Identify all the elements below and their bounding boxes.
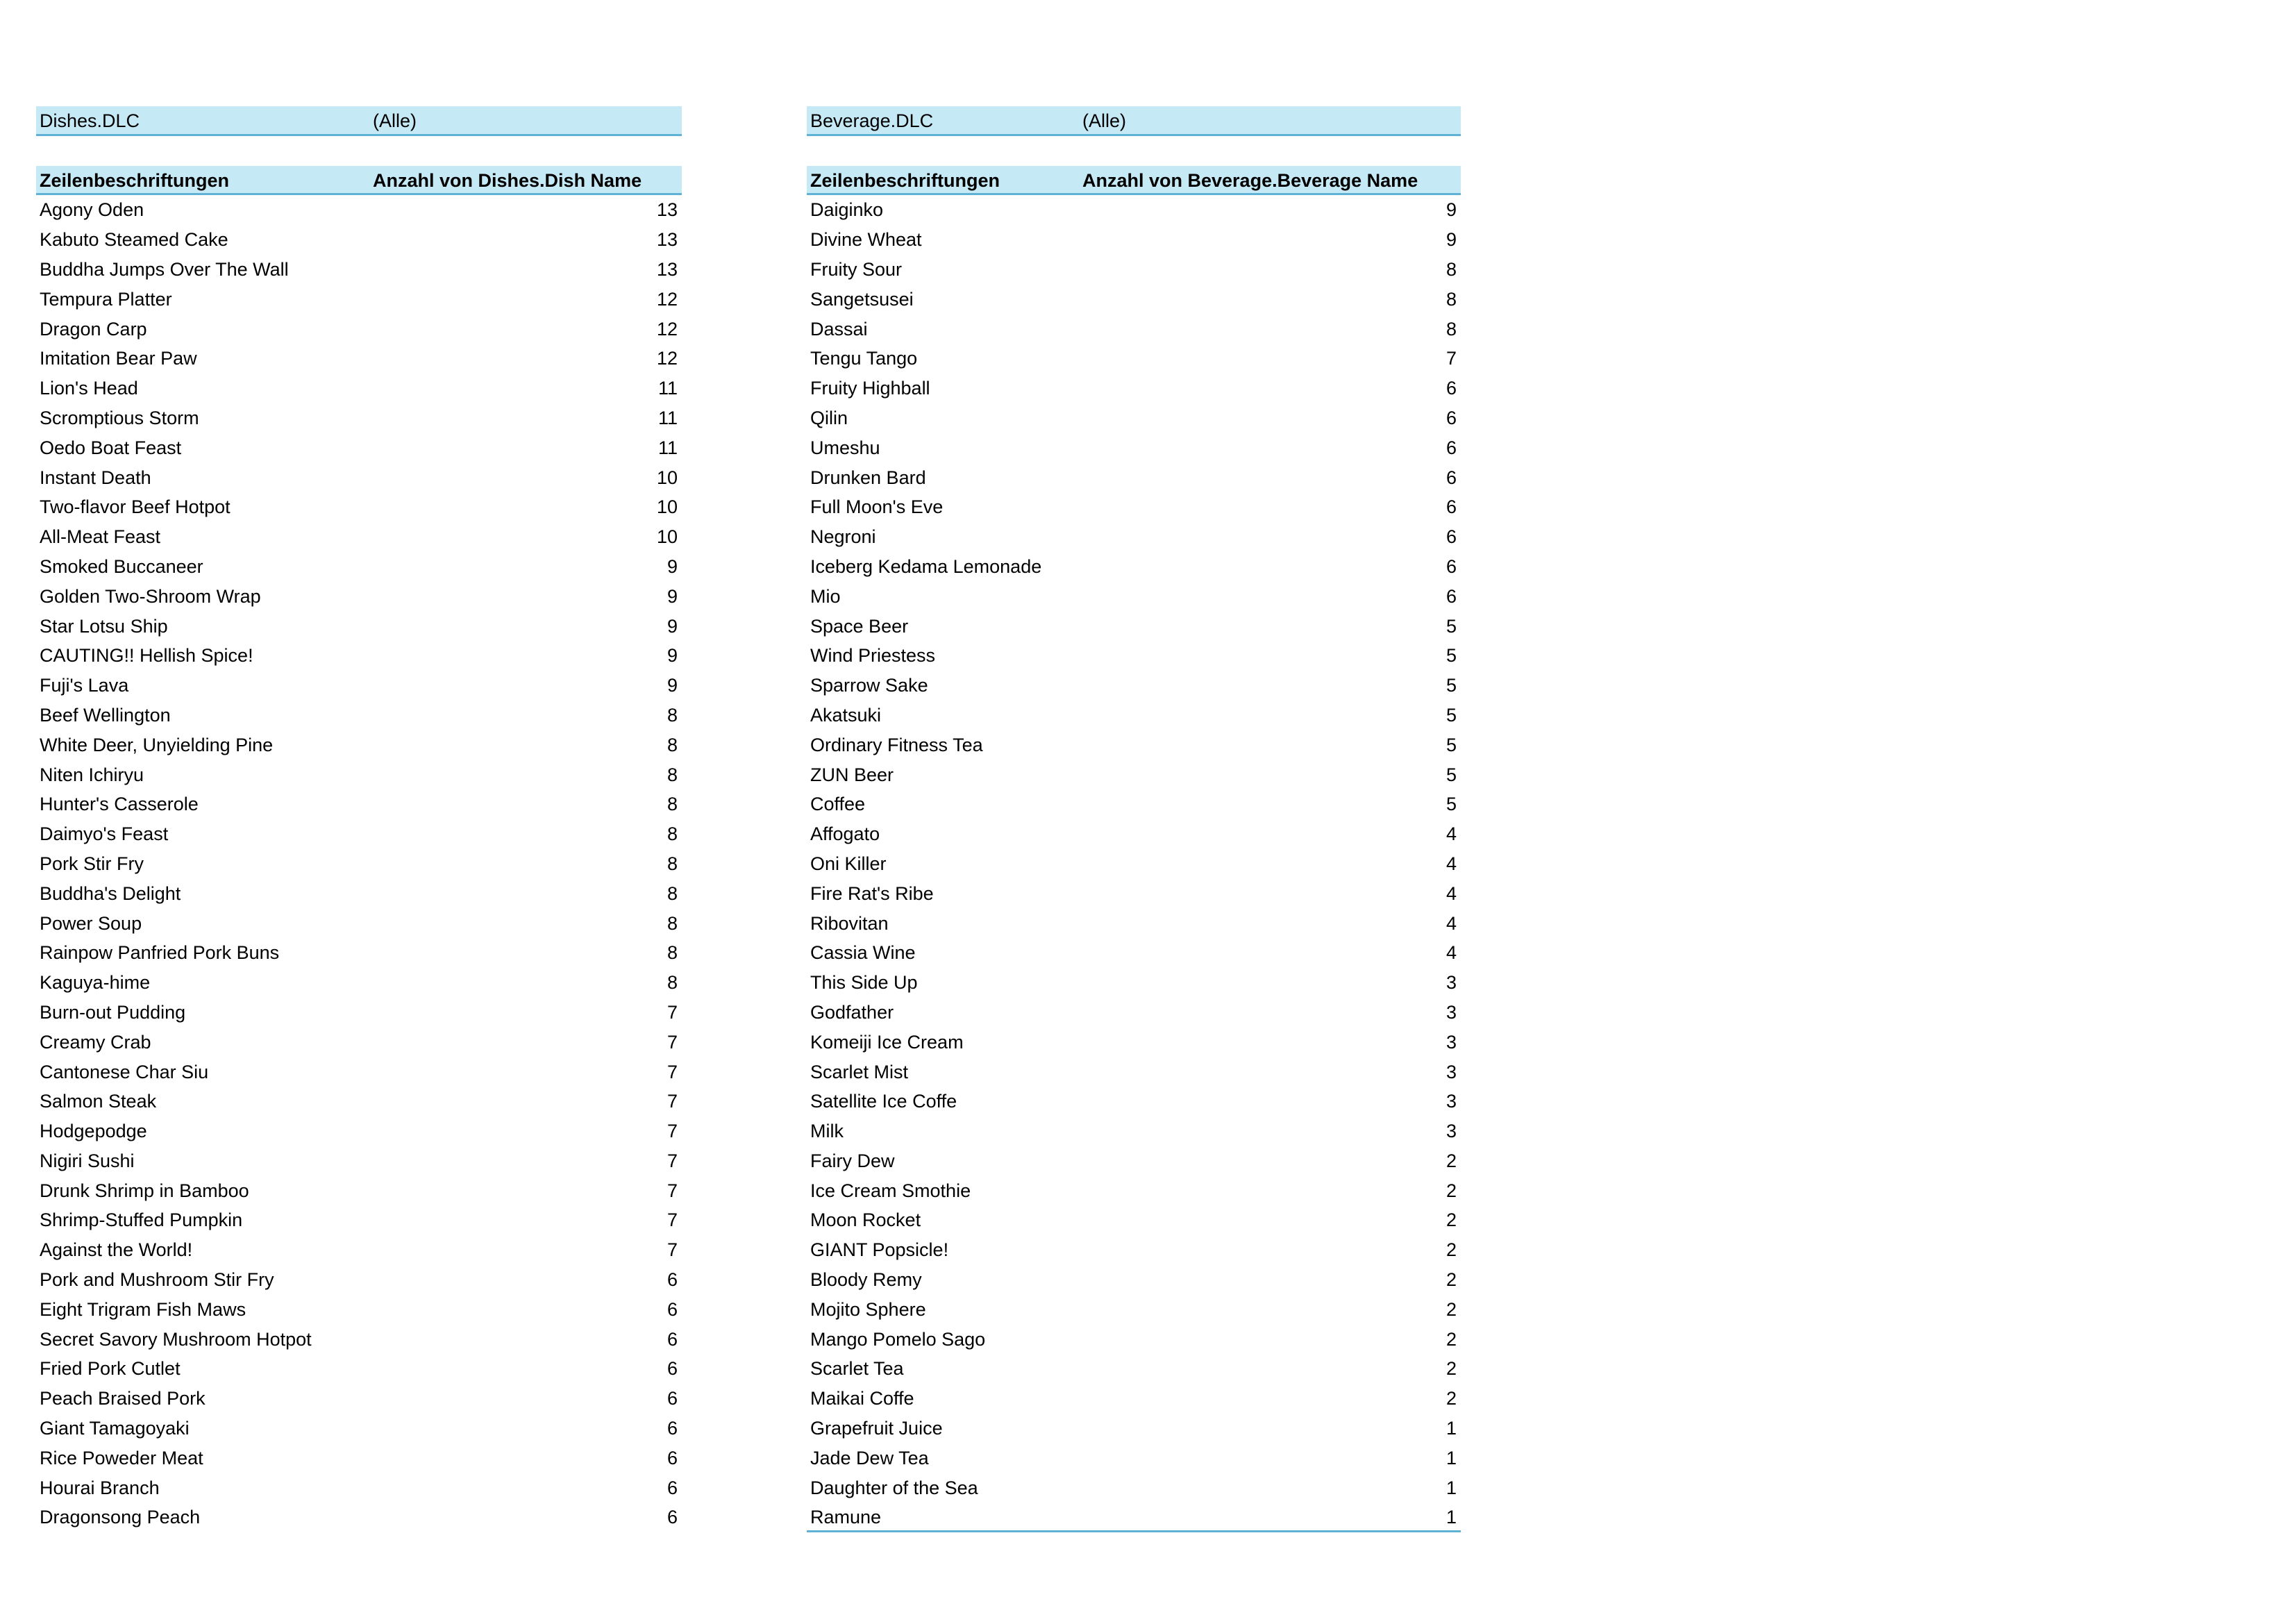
row-count: 10 [656, 496, 678, 518]
table-row[interactable] [36, 195, 682, 225]
row-count: 11 [657, 437, 678, 458]
row-count: 7 [667, 1150, 678, 1171]
row-count: 2 [1446, 1298, 1457, 1320]
table-row[interactable] [807, 285, 1461, 315]
row-label: Shrimp-Stuffed Pumpkin [40, 1209, 243, 1231]
dishes-filter-label: Dishes.DLC [40, 110, 140, 131]
table-row[interactable] [36, 522, 682, 552]
row-label: Against the World! [40, 1239, 193, 1261]
beverages-row-labels-header[interactable]: Zeilenbeschriftungen [810, 169, 1000, 191]
table-row[interactable] [36, 1028, 682, 1057]
table-row[interactable] [807, 1325, 1461, 1355]
table-row[interactable] [807, 1087, 1461, 1116]
row-count: 8 [667, 853, 678, 874]
row-count: 6 [1446, 378, 1457, 399]
row-label: Buddha Jumps Over The Wall [40, 258, 289, 280]
table-row[interactable] [36, 1087, 682, 1116]
table-row[interactable] [36, 225, 682, 255]
row-label: Drunken Bard [810, 467, 926, 488]
row-count: 6 [667, 1418, 678, 1439]
row-label: White Deer, Unyielding Pine [40, 734, 274, 755]
table-row[interactable] [807, 998, 1461, 1028]
row-count: 6 [1446, 467, 1457, 488]
row-count: 1 [1446, 1507, 1457, 1528]
table-row[interactable] [807, 1473, 1461, 1503]
row-label: Agony Oden [40, 199, 144, 221]
row-count: 8 [667, 882, 678, 904]
row-label: Bloody Remy [810, 1269, 922, 1291]
table-row[interactable] [36, 730, 682, 760]
row-count: 5 [1446, 615, 1457, 637]
table-row[interactable] [807, 1057, 1461, 1087]
row-label: Ice Cream Smothie [810, 1180, 971, 1201]
row-count: 11 [657, 407, 678, 428]
row-label: Pork and Mushroom Stir Fry [40, 1269, 274, 1291]
row-label: Burn-out Pudding [40, 1001, 186, 1023]
row-count: 9 [1446, 229, 1457, 251]
table-row[interactable] [807, 433, 1461, 463]
row-count: 8 [1446, 258, 1457, 280]
row-label: Ramune [810, 1507, 882, 1528]
row-count: 9 [667, 585, 678, 607]
row-label: Fuji's Lava [40, 675, 129, 696]
table-row[interactable] [36, 374, 682, 403]
row-count: 7 [667, 1239, 678, 1261]
row-count: 6 [1446, 555, 1457, 577]
table-row[interactable] [36, 285, 682, 315]
row-count: 1 [1446, 1418, 1457, 1439]
table-row[interactable] [807, 1116, 1461, 1146]
table-row[interactable] [807, 582, 1461, 612]
row-label: Qilin [810, 407, 848, 428]
beverages-count-header: Anzahl von Beverage.Beverage Name [1082, 169, 1418, 191]
dishes-pivot-table [36, 106, 682, 1532]
table-row[interactable] [807, 819, 1461, 849]
row-label: Golden Two-Shroom Wrap [40, 585, 261, 607]
table-row[interactable] [36, 344, 682, 374]
beverages-pivot-table [807, 106, 1461, 1532]
row-label: Umeshu [810, 437, 880, 458]
table-row[interactable] [36, 1265, 682, 1295]
table-row[interactable] [807, 968, 1461, 998]
row-count: 4 [1446, 853, 1457, 874]
table-row[interactable] [36, 1295, 682, 1325]
row-label: Coffee [810, 794, 866, 815]
row-label: Secret Savory Mushroom Hotpot [40, 1328, 312, 1350]
table-row[interactable] [36, 1176, 682, 1206]
table-row[interactable] [36, 1325, 682, 1355]
row-label: Negroni [810, 526, 876, 548]
row-label: Affogato [810, 823, 880, 845]
row-label: Dragon Carp [40, 318, 147, 340]
row-count: 7 [667, 1091, 678, 1112]
table-row[interactable] [807, 1028, 1461, 1057]
table-row[interactable] [807, 730, 1461, 760]
table-row[interactable] [36, 998, 682, 1028]
table-row[interactable] [36, 789, 682, 819]
row-count: 3 [1446, 1091, 1457, 1112]
row-label: Instant Death [40, 467, 151, 488]
row-label: Komeiji Ice Cream [810, 1031, 964, 1053]
row-count: 7 [667, 1209, 678, 1231]
table-row[interactable] [36, 968, 682, 998]
row-label: Beef Wellington [40, 704, 171, 726]
row-label: Fruity Sour [810, 258, 903, 280]
row-label: Satellite Ice Coffe [810, 1091, 957, 1112]
table-row[interactable] [36, 760, 682, 790]
row-count: 5 [1446, 704, 1457, 726]
table-row[interactable] [807, 1146, 1461, 1176]
row-count: 13 [656, 229, 678, 251]
beverages-table-body [807, 195, 1461, 1532]
row-count: 9 [667, 555, 678, 577]
row-count: 4 [1446, 912, 1457, 934]
table-row[interactable] [807, 1176, 1461, 1206]
row-count: 3 [1446, 1001, 1457, 1023]
row-count: 8 [667, 704, 678, 726]
table-row[interactable] [36, 1443, 682, 1473]
row-count: 6 [667, 1507, 678, 1528]
row-count: 7 [667, 1061, 678, 1082]
table-row[interactable] [807, 255, 1461, 285]
table-row[interactable] [36, 641, 682, 671]
row-count: 6 [667, 1269, 678, 1291]
table-row[interactable] [807, 1205, 1461, 1235]
table-row[interactable] [807, 552, 1461, 582]
row-count: 8 [667, 734, 678, 755]
table-row[interactable] [807, 909, 1461, 939]
row-label: Niten Ichiryu [40, 764, 144, 785]
row-count: 2 [1446, 1388, 1457, 1409]
row-count: 8 [667, 942, 678, 964]
row-count: 5 [1446, 645, 1457, 667]
table-row[interactable] [807, 938, 1461, 968]
row-count: 11 [657, 378, 678, 399]
row-label: Ordinary Fitness Tea [810, 734, 983, 755]
row-label: Kabuto Steamed Cake [40, 229, 228, 251]
row-count: 8 [667, 764, 678, 785]
table-row[interactable] [36, 1057, 682, 1087]
beverages-filter-label: Beverage.DLC [810, 110, 934, 131]
row-label: Scarlet Mist [810, 1061, 909, 1082]
table-row[interactable] [36, 1205, 682, 1235]
row-count: 4 [1446, 942, 1457, 964]
table-row[interactable] [807, 195, 1461, 225]
row-label: Daughter of the Sea [810, 1477, 978, 1498]
row-label: Salmon Steak [40, 1091, 157, 1112]
row-count: 6 [667, 1358, 678, 1380]
row-count: 5 [1446, 734, 1457, 755]
table-row[interactable] [36, 1502, 682, 1532]
table-row[interactable] [36, 1146, 682, 1176]
row-count: 3 [1446, 1121, 1457, 1142]
row-label: Mango Pomelo Sago [810, 1328, 986, 1350]
table-row[interactable] [807, 1414, 1461, 1443]
beverages-filter-row[interactable] [807, 106, 1461, 136]
table-row[interactable] [36, 403, 682, 433]
row-label: Ribovitan [810, 912, 889, 934]
row-count: 6 [667, 1447, 678, 1468]
row-label: Fire Rat's Ribe [810, 882, 934, 904]
row-count: 6 [667, 1477, 678, 1498]
table-row[interactable] [807, 344, 1461, 374]
row-count: 6 [667, 1388, 678, 1409]
row-label: Full Moon's Eve [810, 496, 944, 518]
row-label: Milk [810, 1121, 844, 1142]
row-label: Mojito Sphere [810, 1298, 926, 1320]
table-row[interactable] [36, 315, 682, 344]
row-count: 2 [1446, 1358, 1457, 1380]
row-label: Rice Poweder Meat [40, 1447, 203, 1468]
row-count: 2 [1446, 1209, 1457, 1231]
row-label: Buddha's Delight [40, 882, 181, 904]
row-count: 9 [667, 615, 678, 637]
row-count: 2 [1446, 1328, 1457, 1350]
table-row[interactable] [807, 374, 1461, 403]
table-row[interactable] [807, 1502, 1461, 1532]
row-count: 13 [656, 199, 678, 221]
row-label: Fruity Highball [810, 378, 930, 399]
row-label: Imitation Bear Paw [40, 348, 197, 369]
row-count: 8 [667, 912, 678, 934]
table-row[interactable] [807, 760, 1461, 790]
dishes-table-body [36, 195, 682, 1532]
spacer-row [36, 136, 682, 166]
row-count: 2 [1446, 1180, 1457, 1201]
row-label: Peach Braised Pork [40, 1388, 206, 1409]
table-row[interactable] [36, 582, 682, 612]
row-label: CAUTING!! Hellish Spice! [40, 645, 253, 667]
table-row[interactable] [807, 463, 1461, 493]
row-label: Fried Pork Cutlet [40, 1358, 181, 1380]
table-row[interactable] [36, 1473, 682, 1503]
row-count: 8 [667, 972, 678, 994]
table-row[interactable] [36, 849, 682, 879]
table-row[interactable] [36, 612, 682, 642]
row-count: 5 [1446, 764, 1457, 785]
table-row[interactable] [36, 1354, 682, 1384]
row-label: Jade Dew Tea [810, 1447, 929, 1468]
table-row[interactable] [36, 552, 682, 582]
spacer-row [807, 136, 1461, 166]
row-label: Scromptious Storm [40, 407, 199, 428]
table-row[interactable] [807, 671, 1461, 701]
dishes-filter-row[interactable] [36, 106, 682, 136]
row-label: Hunter's Casserole [40, 794, 199, 815]
row-label: Dragonsong Peach [40, 1507, 201, 1528]
row-count: 6 [667, 1298, 678, 1320]
beverages-header-row [807, 166, 1461, 196]
table-row[interactable] [36, 938, 682, 968]
table-row[interactable] [36, 879, 682, 909]
row-count: 6 [1446, 437, 1457, 458]
dishes-row-labels-header[interactable]: Zeilenbeschriftungen [40, 169, 230, 191]
row-label: Cassia Wine [810, 942, 916, 964]
row-label: Iceberg Kedama Lemonade [810, 555, 1042, 577]
table-row[interactable] [807, 1265, 1461, 1295]
row-count: 5 [1446, 794, 1457, 815]
row-label: Hodgepodge [40, 1121, 147, 1142]
beverages-filter-dropdown[interactable]: (Alle) [1082, 110, 1127, 131]
dishes-header-row [36, 166, 682, 196]
row-count: 6 [1446, 585, 1457, 607]
table-row[interactable] [807, 225, 1461, 255]
row-count: 6 [667, 1328, 678, 1350]
dishes-filter-dropdown[interactable]: (Alle) [373, 110, 417, 131]
row-label: Two-flavor Beef Hotpot [40, 496, 231, 518]
row-count: 7 [667, 1121, 678, 1142]
row-count: 7 [667, 1180, 678, 1201]
row-label: Oedo Boat Feast [40, 437, 182, 458]
row-count: 6 [1446, 496, 1457, 518]
row-label: Cantonese Char Siu [40, 1061, 209, 1082]
table-row[interactable] [36, 492, 682, 522]
table-row[interactable] [807, 849, 1461, 879]
row-label: Fairy Dew [810, 1150, 895, 1171]
row-count: 1 [1446, 1477, 1457, 1498]
row-label: Moon Rocket [810, 1209, 921, 1231]
row-label: Pork Stir Fry [40, 853, 144, 874]
row-label: Divine Wheat [810, 229, 922, 251]
table-row[interactable] [807, 1354, 1461, 1384]
table-row[interactable] [807, 1295, 1461, 1325]
row-label: Wind Priestess [810, 645, 936, 667]
table-row[interactable] [807, 1443, 1461, 1473]
row-label: Drunk Shrimp in Bamboo [40, 1180, 249, 1201]
row-label: Star Lotsu Ship [40, 615, 168, 637]
row-count: 3 [1446, 1031, 1457, 1053]
row-label: Tengu Tango [810, 348, 918, 369]
row-count: 8 [1446, 288, 1457, 310]
table-row[interactable] [36, 909, 682, 939]
row-label: Grapefruit Juice [810, 1418, 943, 1439]
table-row[interactable] [36, 1414, 682, 1443]
row-count: 12 [656, 288, 678, 310]
row-count: 9 [667, 675, 678, 696]
row-count: 10 [656, 526, 678, 548]
table-row[interactable] [807, 1235, 1461, 1265]
row-label: Smoked Buccaneer [40, 555, 203, 577]
dishes-count-header: Anzahl von Dishes.Dish Name [373, 169, 642, 191]
row-count: 2 [1446, 1239, 1457, 1261]
table-row[interactable] [36, 819, 682, 849]
table-row[interactable] [807, 315, 1461, 344]
row-count: 2 [1446, 1150, 1457, 1171]
row-count: 12 [656, 348, 678, 369]
row-label: This Side Up [810, 972, 918, 994]
row-count: 6 [1446, 526, 1457, 548]
table-row[interactable] [807, 612, 1461, 642]
row-count: 3 [1446, 972, 1457, 994]
row-label: Daiginko [810, 199, 884, 221]
row-label: Power Soup [40, 912, 142, 934]
row-label: Rainpow Panfried Pork Buns [40, 942, 280, 964]
row-label: Akatsuki [810, 704, 882, 726]
table-row[interactable] [36, 433, 682, 463]
row-label: Lion's Head [40, 378, 138, 399]
row-count: 8 [667, 823, 678, 845]
table-row[interactable] [36, 1116, 682, 1146]
row-label: Hourai Branch [40, 1477, 160, 1498]
row-count: 4 [1446, 823, 1457, 845]
row-count: 13 [656, 258, 678, 280]
row-label: Maikai Coffe [810, 1388, 914, 1409]
table-row[interactable] [36, 1235, 682, 1265]
row-count: 8 [667, 794, 678, 815]
row-count: 2 [1446, 1269, 1457, 1291]
table-row[interactable] [807, 789, 1461, 819]
row-label: Godfather [810, 1001, 894, 1023]
row-count: 9 [667, 645, 678, 667]
table-row[interactable] [36, 463, 682, 493]
row-count: 7 [667, 1001, 678, 1023]
table-row[interactable] [36, 701, 682, 730]
row-label: Oni Killer [810, 853, 887, 874]
row-label: Tempura Platter [40, 288, 172, 310]
table-row[interactable] [36, 671, 682, 701]
row-label: ZUN Beer [810, 764, 894, 785]
table-row[interactable] [807, 701, 1461, 730]
row-label: Mio [810, 585, 841, 607]
row-count: 9 [1446, 199, 1457, 221]
row-count: 3 [1446, 1061, 1457, 1082]
row-label: Nigiri Sushi [40, 1150, 135, 1171]
row-label: Creamy Crab [40, 1031, 151, 1053]
row-label: Giant Tamagoyaki [40, 1418, 190, 1439]
row-label: Sangetsusei [810, 288, 914, 310]
row-count: 4 [1446, 882, 1457, 904]
table-row[interactable] [807, 641, 1461, 671]
row-label: Dassai [810, 318, 868, 340]
table-row[interactable] [807, 522, 1461, 552]
row-count: 8 [1446, 318, 1457, 340]
row-label: Kaguya-hime [40, 972, 151, 994]
row-count: 1 [1446, 1447, 1457, 1468]
row-count: 10 [656, 467, 678, 488]
table-row[interactable] [807, 1384, 1461, 1414]
row-label: GIANT Popsicle! [810, 1239, 949, 1261]
row-label: Daimyo's Feast [40, 823, 169, 845]
row-count: 12 [656, 318, 678, 340]
row-label: Sparrow Sake [810, 675, 928, 696]
row-count: 5 [1446, 675, 1457, 696]
row-label: Space Beer [810, 615, 909, 637]
row-label: Scarlet Tea [810, 1358, 904, 1380]
table-row[interactable] [36, 1384, 682, 1414]
row-label: Eight Trigram Fish Maws [40, 1298, 246, 1320]
table-row[interactable] [807, 492, 1461, 522]
row-count: 6 [1446, 407, 1457, 428]
table-row[interactable] [807, 403, 1461, 433]
table-row[interactable] [36, 255, 682, 285]
row-label: All-Meat Feast [40, 526, 161, 548]
row-count: 7 [667, 1031, 678, 1053]
table-row[interactable] [807, 879, 1461, 909]
row-count: 7 [1446, 348, 1457, 369]
